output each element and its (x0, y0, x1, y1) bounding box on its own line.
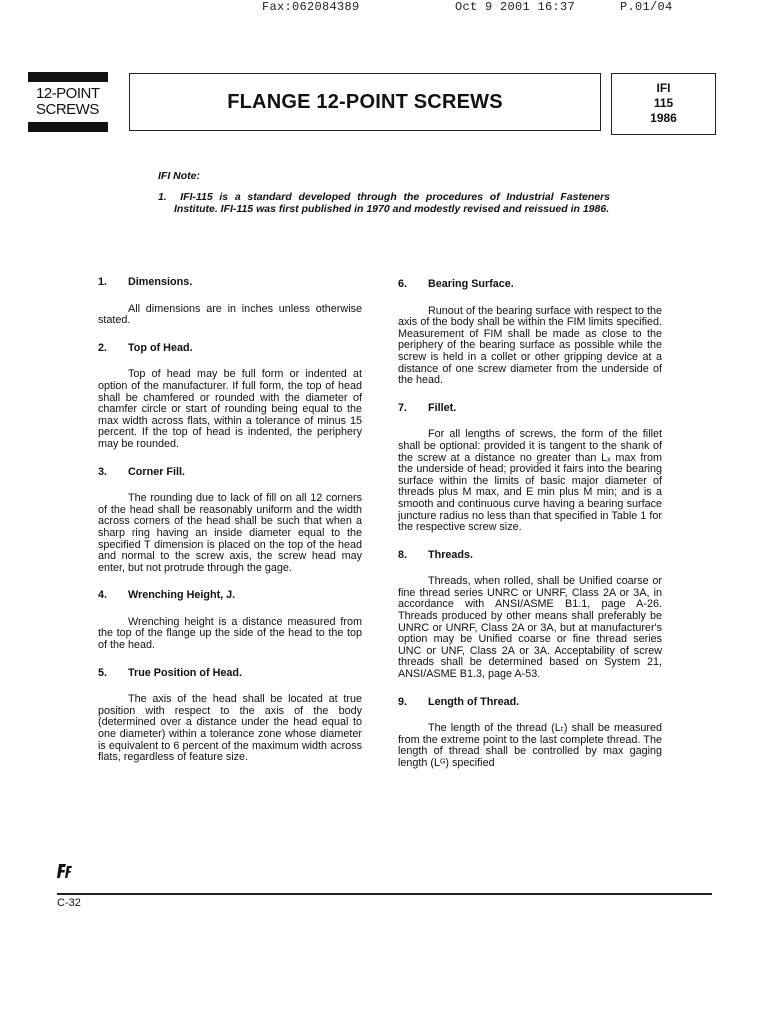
section-title: Fillet. (428, 401, 457, 414)
side-tab (28, 72, 108, 132)
section-number: 2. (98, 341, 108, 354)
section-body: The length of the thread (Lₜ) shall be measured from the extreme point to the last complete thread. The length of thread shall be controlled by max gaging length (Lᴳ) specified (398, 722, 662, 769)
section-title: Top of Head. (128, 341, 193, 354)
ifi-note (158, 170, 610, 216)
section-body: The axis of the head shall be located at true position with respect to the axis of the body (determined over a distance under the head equal to one diameter) within a tolerance zone whose diameter is equivalent to 6 percent of the maximum width across flats, regardless of feature size. (98, 693, 362, 764)
ifi-logo-icon (57, 862, 73, 880)
section-number: 1. (98, 276, 108, 288)
section-number: 8. (398, 548, 408, 561)
section-body: All dimensions are in inches unless otherwise stated. (98, 302, 362, 327)
section-heading (398, 403, 662, 415)
page-title: FLANGE 12-POINT SCREWS (227, 90, 503, 113)
section-heading (98, 590, 362, 602)
section-title: True Position of Head. (128, 666, 242, 679)
section-title: Corner Fill. (128, 465, 185, 478)
section-dimensions (98, 277, 362, 327)
section-number: 7. (398, 401, 408, 414)
left-column (98, 277, 362, 780)
section-heading (98, 277, 362, 289)
section-number: 5. (98, 666, 108, 679)
section-title: Dimensions. (128, 276, 193, 288)
section-body: Top of head may be full form or indented at option of the manufacturer. If full form, the top of head shall be chamfered or rounded with the diameter of chamfer circle or start of rounding being equal to the max width across flats, within a tolerance of minus 15 percent. If the top of head is indented, the periphery may be rounded. (98, 368, 362, 450)
section-title: Length of Thread. (428, 695, 520, 708)
section-corner-fill (98, 467, 362, 575)
note-item-text: IFI-115 is a standard developed through the procedures of Industrial Fasteners Institute. IFI-115 was first published in 1970 and modestly revised and reissued in 1986. (174, 190, 610, 215)
right-column (398, 279, 662, 786)
section-bearing-surface (398, 279, 662, 387)
note-heading: IFI Note: (158, 170, 200, 182)
section-number: 3. (98, 465, 108, 478)
fax-number: Fax:062084389 (262, 0, 360, 14)
section-title: Wrenching Height, J. (128, 589, 236, 602)
section-body: The rounding due to lack of fill on all 12 corners of the head shall be reasonably uniform and the width across corners of the head shall be such that when a sharp ring having an inside diameter equal to the specified T dimension is placed on the top of the head and normal to the screw axis, the screw head may enter, but not protrude through the gage. (98, 492, 362, 574)
title-box (129, 73, 601, 131)
section-body: Wrenching height is a distance measured from the top of the flange up the side of the head to the top of the head. (98, 615, 362, 652)
section-length-of-thread (398, 697, 662, 770)
section-heading (98, 343, 362, 355)
ifi-label: IFI (656, 81, 671, 95)
section-title: Threads. (428, 548, 474, 561)
ifi-year: 1986 (650, 111, 677, 125)
section-fillet (398, 403, 662, 534)
ifi-number: 115 (653, 96, 674, 110)
section-heading (398, 550, 662, 562)
section-heading (98, 668, 362, 680)
section-wrenching-height (98, 590, 362, 651)
section-title: Bearing Surface. (428, 278, 514, 290)
section-true-position (98, 668, 362, 764)
side-tab-line2: SCREWS (36, 101, 99, 118)
fax-date: Oct 9 2001 16:37 (455, 0, 576, 14)
section-threads (398, 550, 662, 681)
section-body: Runout of the bearing surface with respect to the axis of the body shall be within the FIM limits specified. Measurement of FIM shall be made as close to the periphery of the bearing surface as possible while the screw is held in a collet or other gripping device at a distance of one screw diameter from the underside of the head. (398, 304, 662, 387)
section-heading (398, 279, 662, 291)
section-body: Threads, when rolled, shall be Unified coarse or fine thread series UNRC or UNRF, Class 2A or 3A, in accordance with ANSI/ASME B1.1, page A-26. Threads produced by other means shall preferably be UNRC or UNRF, Class 2A or 3A, but at manufacturer's option may be Unified coarse or fine thread series UNC or UNF, Class 2A or 3A. Acceptability of screw threads shall be determined based on System 21, ANSI/ASME B1.3, page A-53. (398, 575, 662, 681)
side-tab-line1: 12-POINT (36, 85, 100, 102)
section-body: For all lengths of screws, the form of the fillet shall be optional: provided it is tangent to the shank of the screw at a distance no greater than Lₓ max from the underside of head; provided it fairs into the bearing surface within the limits of basic major diameter of threads plus M max, and E min plus M min; and is a smooth and continuous curve having a bearing surface juncture radius no less than that specified in Table 1 for the respective screw size. (398, 428, 662, 534)
side-tab-top-bar (28, 72, 108, 82)
side-tab-label (28, 82, 108, 122)
side-tab-bottom-bar (28, 122, 108, 132)
fax-page: P.01/04 (620, 0, 673, 14)
ifi-standard-box (611, 73, 716, 135)
note-item (158, 191, 610, 216)
page-number: C-32 (57, 897, 81, 909)
section-top-of-head (98, 343, 362, 451)
section-heading (398, 697, 662, 709)
section-number: 6. (398, 278, 408, 290)
section-number: 4. (98, 589, 108, 602)
footer-rule (57, 893, 712, 895)
section-heading (98, 467, 362, 479)
section-number: 9. (398, 695, 408, 708)
note-item-number: 1. (158, 190, 167, 203)
